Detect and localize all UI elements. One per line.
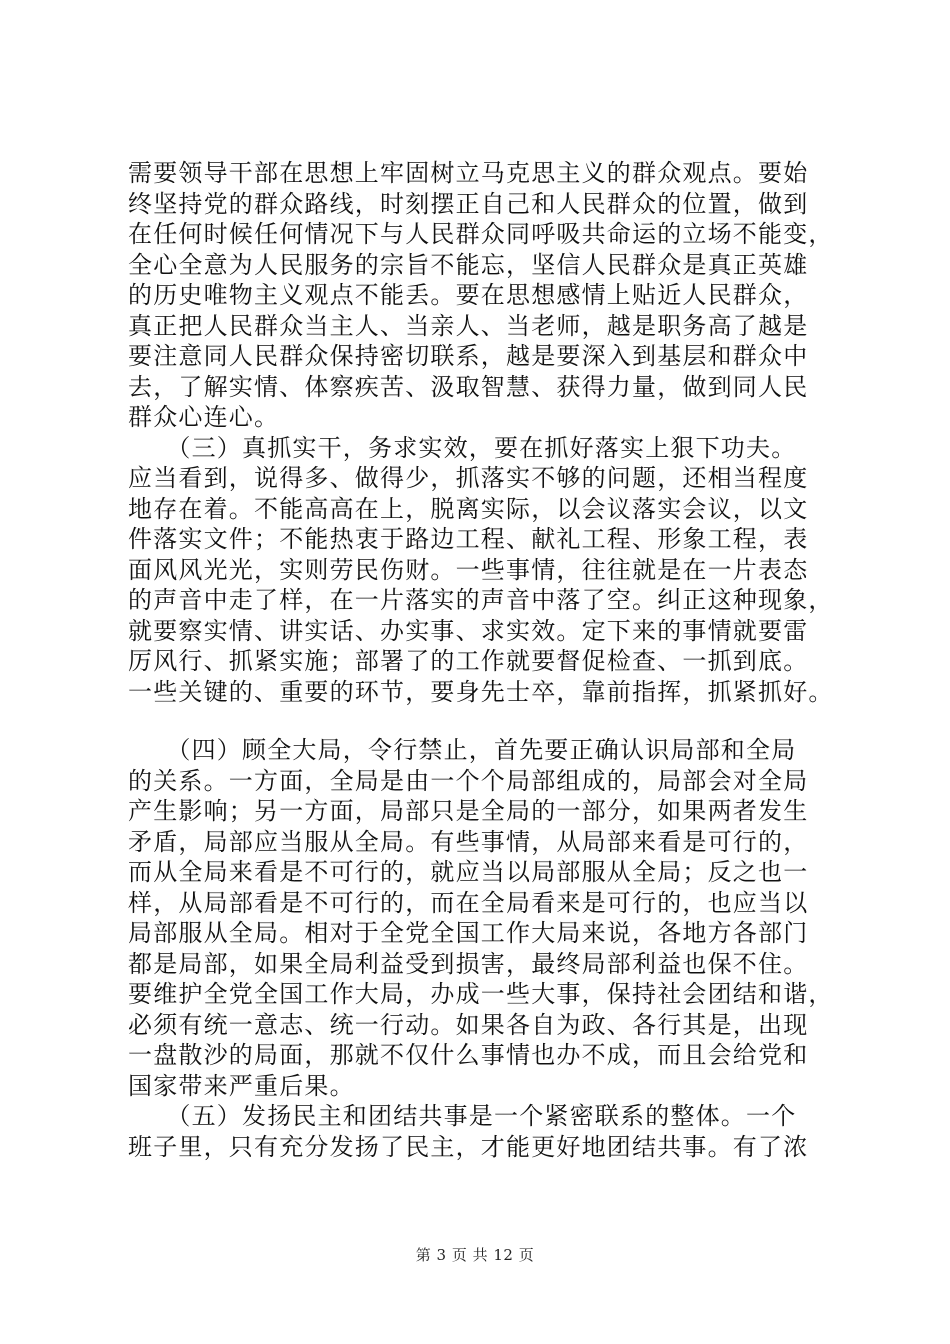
text-line: 的历史唯物主义观点不能丢。要在思想感情上贴近人民群众， <box>128 281 809 309</box>
text-line: 的关系。一方面，全局是由一个个局部组成的，局部会对全局 <box>128 766 809 795</box>
text-line: 矛盾，局部应当服从全局。有些事情，从局部来看是可行的， <box>128 827 809 856</box>
text-line: （四）顾全大局，令行禁止，首先要正确认识局部和全局 <box>128 736 797 764</box>
text-line: 而从全局来看是不可行的，就应当以局部服从全局；反之也一 <box>128 858 809 886</box>
text-line: 需要领导干部在思想上牢固树立马克思主义的群众观点。要始 <box>128 159 809 187</box>
text-line: 要维护全党全国工作大局，办成一些大事，保持社会团结和谐， <box>128 980 834 1008</box>
text-line: 地存在着。不能高高在上，脱离实际，以会议落实会议，以文 <box>128 494 809 523</box>
paragraph-gap <box>128 707 828 735</box>
text-line: 面风风光光，实则劳民伤财。一些事情，往往就是在一片表态 <box>128 555 809 584</box>
document-body <box>128 158 834 1162</box>
text-line: 去，了解实情、体察疾苦、汲取智慧、获得力量，做到同人民 <box>128 372 809 401</box>
text-line: 都是局部，如果全局利益受到损害，最终局部利益也保不住。 <box>128 949 809 978</box>
text-line: 全心全意为人民服务的宗旨不能忘，坚信人民群众是真正英雄 <box>128 250 809 279</box>
text-line: （五）发扬民主和团结共事是一个紧密联系的整体。一个 <box>128 1102 797 1130</box>
text-line: 应当看到，说得多、做得少，抓落实不够的问题，还相当程度 <box>128 464 809 492</box>
text-line: 局部服从全局。相对于全党全国工作大局来说，各地方各部门 <box>128 919 809 947</box>
text-line: 就要察实情、讲实话、办实事、求实效。定下来的事情就要雷 <box>128 616 809 645</box>
text-line: 件落实文件；不能热衷于路边工程、献礼工程、形象工程，表 <box>128 525 809 553</box>
paragraph-block-1 <box>128 158 834 707</box>
text-line: 必须有统一意志、统一行动。如果各自为政、各行其是，出现 <box>128 1010 809 1039</box>
text-line: 真正把人民群众当主人、当亲人、当老师，越是职务高了越是 <box>128 311 809 340</box>
paragraph-block-2 <box>128 735 834 1162</box>
text-line: 群众心连心。 <box>128 403 280 431</box>
text-line: 要注意同人民群众保持密切联系，越是要深入到基层和群众中 <box>128 342 809 370</box>
text-line: 产生影响；另一方面，局部只是全局的一部分，如果两者发生 <box>128 797 809 825</box>
text-line: 班子里，只有充分发扬了民主，才能更好地团结共事。有了浓 <box>128 1132 809 1161</box>
text-line: 一盘散沙的局面，那就不仅什么事情也办不成，而且会给党和 <box>128 1041 809 1069</box>
text-line: 一些关键的、重要的环节，要身先士卒，靠前指挥，抓紧抓好。 <box>128 677 834 706</box>
text-line: 国家带来严重后果。 <box>128 1071 355 1100</box>
text-line: 的声音中走了样，在一片落实的声音中落了空。纠正这种现象， <box>128 586 834 614</box>
page-number-footer: 第 3 页 共 12 页 <box>415 1246 535 1264</box>
text-line: 在任何时候任何情况下与人民群众同呼吸共命运的立场不能变， <box>128 220 834 248</box>
text-line: 厉风行、抓紧实施；部署了的工作就要督促检查、一抓到底。 <box>128 647 809 675</box>
text-line: （三）真抓实干，务求实效，要在抓好落实上狠下功夫。 <box>128 433 797 462</box>
text-line: 终坚持党的群众路线，时刻摆正自己和人民群众的位置，做到 <box>128 189 809 218</box>
text-line: 样，从局部看是不可行的，而在全局看来是可行的，也应当以 <box>128 888 809 917</box>
